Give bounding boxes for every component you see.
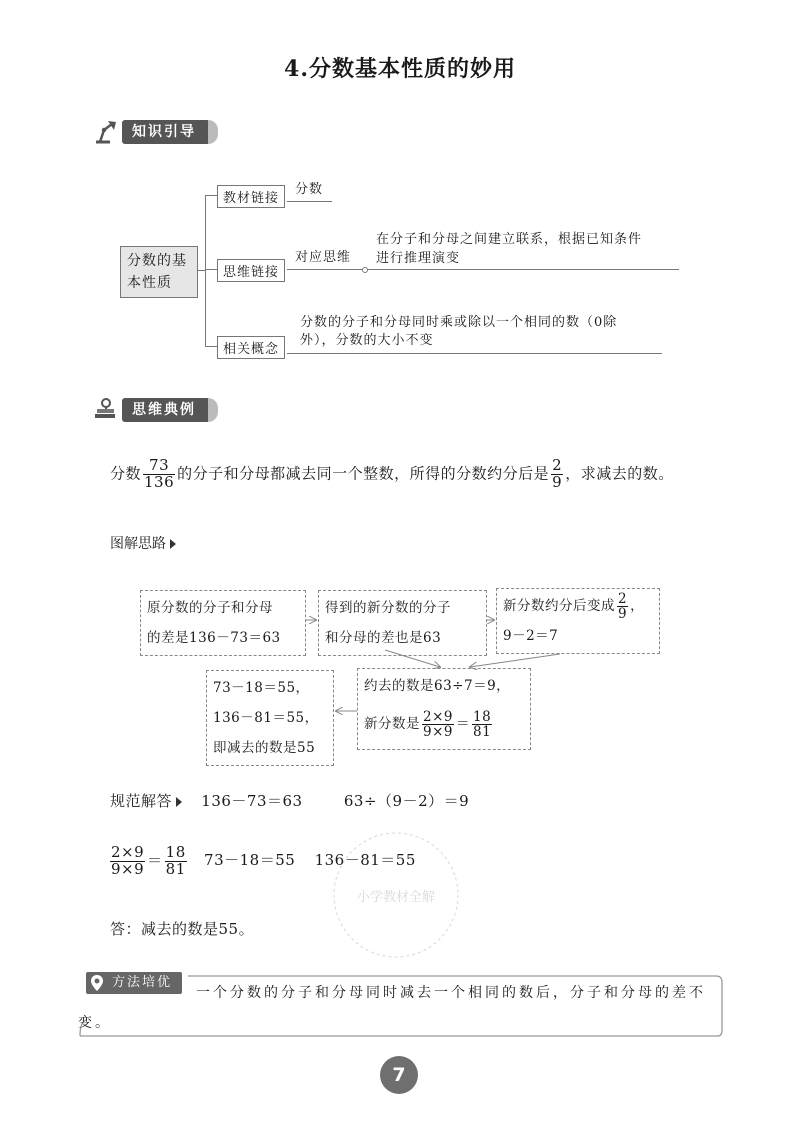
flow-box-4-line: 约去的数是63÷7＝9， [364, 678, 511, 694]
mindmap-text-thinking-2: 进行推理演变 [376, 251, 461, 266]
fraction-denominator: 9 [618, 606, 628, 622]
flow-box-5-line: 73－18＝55， [213, 680, 310, 696]
method-text: 一个分数的分子和分母同时减去一个相同的数后，分子和分母的差不变。 [78, 985, 706, 1031]
mindmap-node-thinking: 思维链接 [217, 259, 285, 282]
page-title: 4.分数基本性质的妙用 [284, 56, 516, 82]
triangle-right-icon [176, 797, 182, 807]
watermark-text: 小学教材全解 [356, 890, 436, 905]
problem-suffix: ，求减去的数。 [565, 464, 674, 483]
mindmap-node-concept: 相关概念 [217, 336, 285, 359]
fraction-denominator: 136 [144, 472, 175, 491]
mindmap-text-thinking-1: 在分子和分母之间建立联系，根据已知条件 [376, 232, 643, 247]
flow-box-3-line: 9－2＝7 [503, 628, 559, 645]
page-number: 7 [380, 1056, 418, 1094]
solution-label: 规范解答 [110, 792, 173, 810]
mindmap-sub-thinking: 对应思维 [295, 250, 352, 265]
flow-box-5-line: 即减去的数是55 [213, 740, 316, 756]
fraction-numerator: 2 [618, 590, 628, 607]
fraction-denominator: 9 [552, 472, 563, 491]
solution-answer: 答：减去的数是55。 [110, 920, 255, 938]
fraction-denominator: 81 [473, 724, 492, 740]
fraction-numerator: 73 [143, 458, 175, 475]
fraction-numerator: 2×9 [111, 843, 145, 861]
solution-step-3: 73－18＝55 [204, 851, 296, 870]
arrow-box2-box4 [385, 650, 440, 667]
mindmap-text-textbook: 分数 [295, 182, 324, 197]
diagram-label-text: 图解思路 [110, 536, 166, 552]
section-label-knowledge: 知识引导 [122, 120, 210, 144]
fraction-denominator: 9×9 [111, 859, 145, 878]
flow-box-4-text: 新分数是 [364, 716, 420, 732]
fraction-numerator: 2×9 [423, 708, 453, 725]
fraction-numerator: 18 [473, 708, 492, 725]
solution-step-2: 63÷（9－2）＝9 [343, 792, 470, 810]
solution-step-1: 136－73＝63 [201, 792, 303, 810]
method-label: 方法培优 [86, 972, 182, 994]
method-tip-box [78, 972, 724, 1038]
mindmap-node-textbook: 教材链接 [217, 185, 285, 208]
fraction-numerator: 2 [552, 456, 563, 474]
flow-box-2-line: 和分母的差也是63 [325, 630, 442, 646]
mindmap-root: 分数的基本性质 [120, 246, 198, 298]
fraction-denominator: 81 [165, 859, 186, 878]
fraction-2x9-9x9 [110, 845, 145, 878]
mindmap-text-concept-2: 外），分数的大小不变 [300, 333, 434, 348]
watermark-stamp [326, 825, 466, 965]
problem-middle: 的分子和分母都减去同一个整数，所得的分数约分后是 [177, 464, 550, 483]
fraction-numerator: 18 [165, 843, 186, 861]
solution-line-1 [110, 790, 710, 811]
equals-sign: ＝ [456, 716, 470, 732]
fraction-18-81 [165, 845, 187, 878]
section-label-example: 思维典例 [122, 398, 210, 422]
flow-box-3-comma: ， [630, 598, 645, 614]
flow-box-1-line: 原分数的分子和分母 [147, 600, 273, 616]
flow-box-5-line: 136－81＝55， [213, 710, 319, 726]
flow-box-2-line: 得到的新分数的分子 [325, 600, 451, 616]
mindmap-text-concept-1: 分数的分子和分母同时乘或除以一个相同的数（0除 [300, 315, 618, 330]
arrow-box3-box4 [470, 654, 560, 667]
solution-step-4: 136－81＝55 [314, 851, 416, 870]
fraction-denominator: 9×9 [423, 724, 453, 740]
problem-prefix: 分数 [110, 464, 142, 483]
flow-box-3-text: 新分数约分后变成 [503, 598, 615, 614]
flow-box-1-line: 的差是136－73＝63 [147, 630, 281, 646]
equals-sign: ＝ [147, 851, 163, 870]
